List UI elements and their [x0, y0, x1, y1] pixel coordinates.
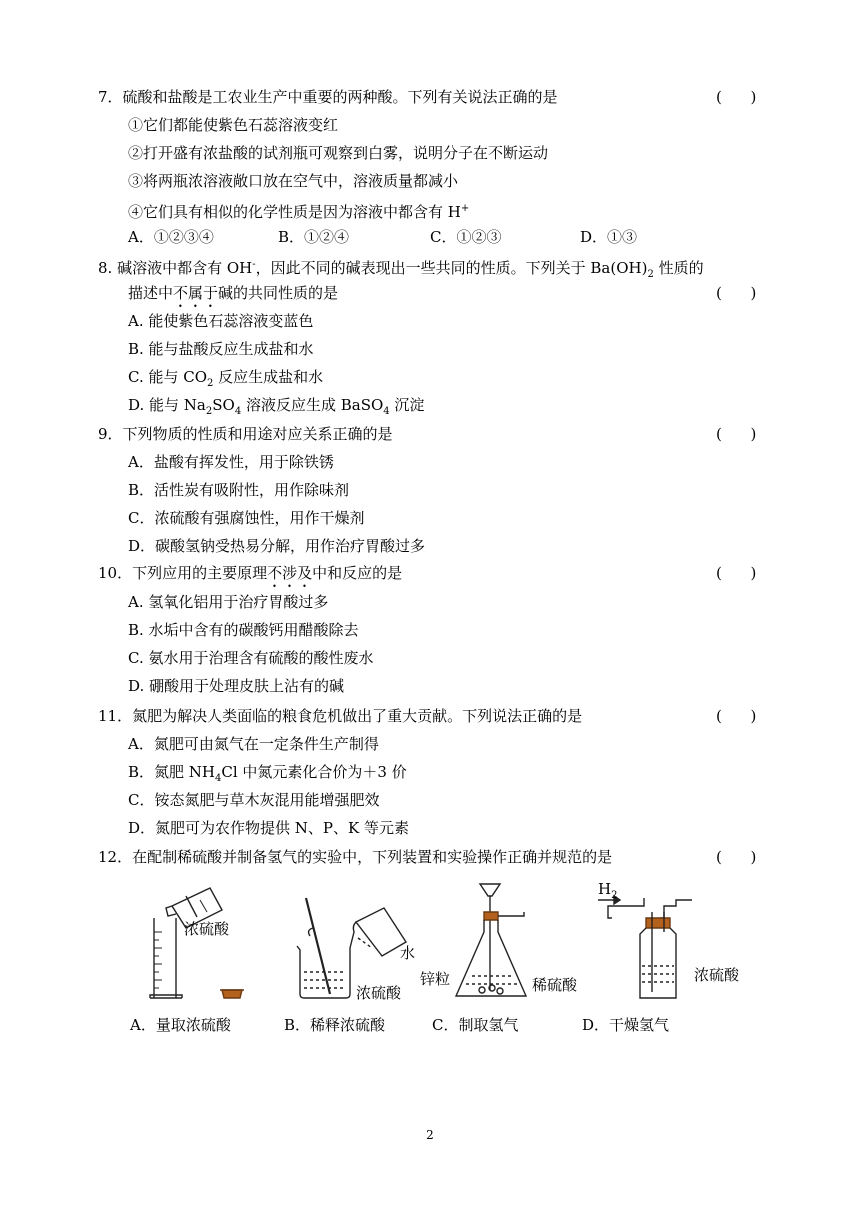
- q7-option-c[interactable]: C．①②③: [430, 228, 502, 246]
- q7-statement-1: ①它们都能使紫色石蕊溶液变红: [128, 116, 339, 134]
- q11-b-b: Cl 中氮元素化合价为＋3 价: [221, 763, 407, 781]
- figure-c-zinc-label: 锌粒: [420, 970, 451, 988]
- figure-b-dilution: [297, 898, 406, 998]
- q10-option-b[interactable]: B. 水垢中含有的碳酸钙用醋酸除去: [128, 621, 359, 639]
- q7-options: [128, 226, 860, 248]
- figure-c-gas-generator: [456, 884, 526, 996]
- q8-d-a: D. 能与 Na: [128, 396, 206, 414]
- q10-stem-b: 中和反应的是: [312, 564, 403, 582]
- q8-c-b: 反应生成盐和水: [213, 368, 324, 386]
- q11-stem: 11．氮肥为解决人类面临的粮食危机做出了重大贡献。下列说法正确的是: [98, 707, 583, 725]
- q8-stem-sup: -: [252, 259, 256, 270]
- q12-figures: [0, 872, 860, 1012]
- q8-d-c: 溶液反应生成 BaSO: [241, 396, 384, 414]
- q8-answer-paren[interactable]: ( ): [716, 284, 757, 302]
- figure-c-acid-label: 稀硫酸: [532, 976, 578, 994]
- q8-d-b: SO: [212, 396, 235, 414]
- q10-answer-paren[interactable]: ( ): [716, 564, 757, 582]
- q7-s4-text: ④它们具有相似的化学性质是因为溶液中都含有 H: [128, 203, 461, 221]
- q9-option-d[interactable]: D．碳酸氢钠受热易分解，用作治疗胃酸过多: [128, 537, 426, 555]
- q11-b-sub: 4: [215, 773, 222, 784]
- q7-option-a[interactable]: A．①②③④: [128, 228, 214, 246]
- q8-option-b[interactable]: B. 能与盐酸反应生成盐和水: [128, 340, 314, 358]
- q8-stem: [98, 254, 860, 280]
- q10-option-a[interactable]: A. 氢氧化铝用于治疗胃酸过多: [128, 593, 329, 611]
- q12-option-c[interactable]: C．制取氢气: [432, 1016, 519, 1034]
- q8-stem-a: 8. 碱溶液中都含有 OH: [98, 259, 253, 277]
- q8-c-a: C. 能与 CO: [128, 368, 208, 386]
- q7-s4-sup: +: [460, 203, 470, 214]
- q9-stem: 9．下列物质的性质和用途对应关系正确的是: [98, 425, 393, 443]
- q11-b-a: B．氮肥 NH: [128, 763, 215, 781]
- q8-option-d[interactable]: [128, 394, 860, 416]
- q7-stem-text: 7．硫酸和盐酸是工农业生产中重要的两种酸。下列有关说法正确的是: [98, 88, 558, 106]
- q9-option-b[interactable]: B．活性炭有吸附性，用作除味剂: [128, 481, 350, 499]
- page-number: 2: [426, 1128, 434, 1142]
- figure-b-acid-label: 浓硫酸: [356, 984, 402, 1002]
- q12-option-a[interactable]: A．量取浓硫酸: [130, 1016, 231, 1034]
- q9-option-c[interactable]: C．浓硫酸有强腐蚀性，用作干燥剂: [128, 509, 365, 527]
- q10-option-d[interactable]: D. 硼酸用于处理皮肤上沾有的碱: [128, 677, 345, 695]
- figure-d-gas-label: [598, 880, 617, 901]
- q8-stem-c: 性质的: [653, 259, 704, 277]
- q11-answer-paren[interactable]: ( ): [716, 707, 757, 725]
- figure-d-gas-sub: 2: [611, 890, 618, 901]
- q11-option-d[interactable]: D．氮肥可为农作物提供 N、P、K 等元素: [128, 819, 409, 837]
- q12-option-b[interactable]: B．稀释浓硫酸: [284, 1016, 386, 1034]
- q7-statement-4: [128, 198, 860, 220]
- figure-a-graduated-cylinder: [150, 888, 244, 998]
- q9-option-a[interactable]: A．盐酸有挥发性，用于除铁锈: [128, 453, 334, 471]
- figure-d-drying-bottle: [598, 896, 692, 998]
- q7-option-d[interactable]: D．①③: [580, 228, 638, 246]
- q8-d-d: 沉淀: [389, 396, 425, 414]
- q8-line2-b: 碱的共同性质的是: [218, 284, 339, 302]
- figure-d-gas-h: H: [598, 880, 612, 898]
- q12-stem: 12．在配制稀硫酸并制备氢气的实验中，下列装置和实验操作正确并规范的是: [98, 848, 613, 866]
- q8-d-sub3: 4: [383, 406, 390, 417]
- q7-statement-3: ③将两瓶浓溶液敞口放在空气中，溶液质量都减小: [128, 172, 459, 190]
- q8-option-c[interactable]: [128, 366, 860, 388]
- q8-d-sub1: 2: [205, 406, 213, 417]
- q8-line2-a: 描述中: [128, 284, 174, 302]
- q10-stem-a: 10．下列应用的主要原理: [98, 564, 268, 582]
- q8-stem-sub: 2: [647, 269, 654, 280]
- q9-answer-paren[interactable]: ( ): [716, 425, 757, 443]
- q10-emphasis-text: 不涉及: [267, 564, 313, 582]
- q12-answer-paren[interactable]: ( ): [716, 848, 757, 866]
- q8-emphasis-text: 不属于: [173, 284, 219, 302]
- q7-statement-2: ②打开盛有浓盐酸的试剂瓶可观察到白雾，说明分子在不断运动: [128, 144, 549, 162]
- figure-a-label: 浓硫酸: [184, 920, 230, 938]
- q11-option-c[interactable]: C．铵态氮肥与草木灰混用能增强肥效: [128, 791, 380, 809]
- q8-d-sub2: 4: [234, 406, 242, 417]
- q10-option-c[interactable]: C. 氨水用于治理含有硫酸的酸性废水: [128, 649, 374, 667]
- q8-option-a[interactable]: A. 能使紫色石蕊溶液变蓝色: [128, 312, 314, 330]
- figure-b-water-label: 水: [400, 944, 416, 962]
- q7-answer-paren[interactable]: ( ): [716, 88, 757, 106]
- q8-stem-b: ，因此不同的碱表现出一些共同的性质。下列关于 Ba(OH): [255, 259, 648, 277]
- q12-figures-svg: [0, 872, 860, 1012]
- q7-option-b[interactable]: B．①②④: [278, 228, 350, 246]
- q12-option-d[interactable]: D．干燥氢气: [582, 1016, 670, 1034]
- q11-option-a[interactable]: A．氮肥可由氮气在一定条件生产制得: [128, 735, 379, 753]
- q11-option-b[interactable]: [128, 761, 860, 783]
- q8-c-sub: 2: [207, 378, 214, 389]
- figure-d-acid-label: 浓硫酸: [694, 966, 740, 984]
